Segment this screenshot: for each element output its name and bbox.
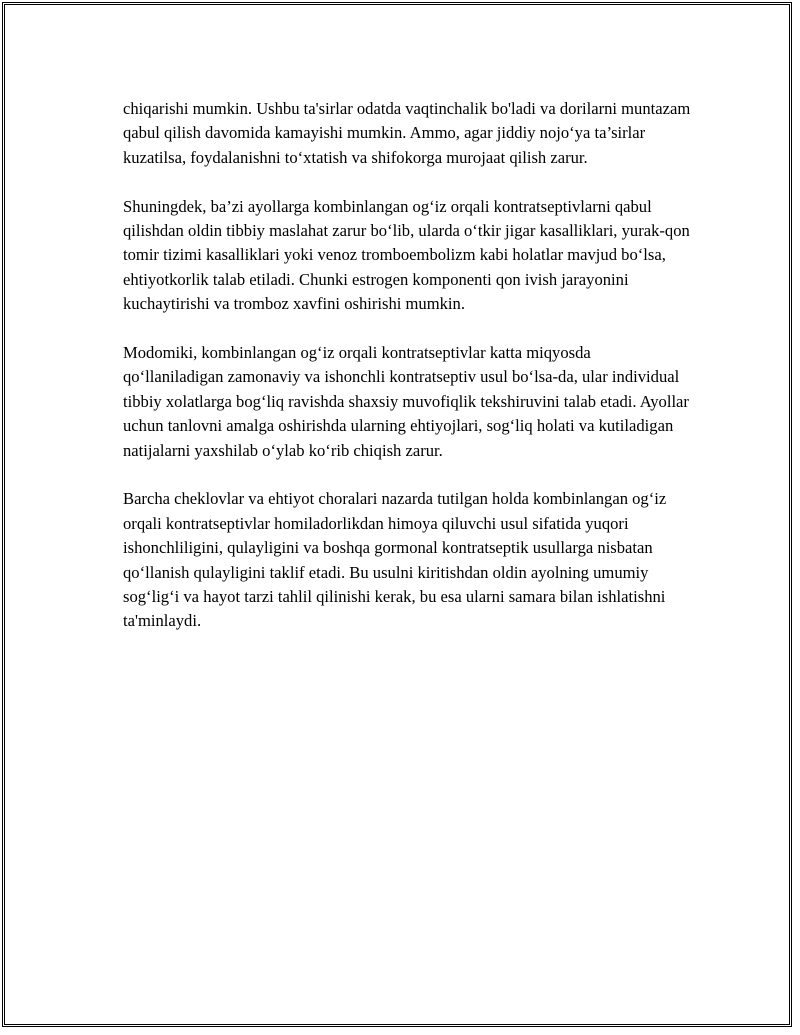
paragraph-1: chiqarishi mumkin. Ushbu ta'sirlar odatda vaqtinchalik bo'ladi va dorilarni muntazam qabul qilish davomida kamayishi mumkin. Ammo, agar jiddiy nojo‘ya ta’sirlar kuzatilsa, foydalanishni to‘xtatish va shifokorga murojaat qilish zarur. [123,99,691,167]
paragraph-2: Shuningdek, ba’zi ayollarga kombinlangan og‘iz orqali kontratseptivlarni qabul qilishdan oldin tibbiy maslahat zarur bo‘lib, ularda o‘tkir jigar kasalliklari, yurak-qon tomir tizimi kasalliklari yoki venoz tromboembolizm kabi holatlar mavjud bo‘lsa, ehtiyotkorlik talab etiladi. Chunki estrogen komponenti qon ivish jarayonini kuchaytirishi va tromboz xavfini oshirishi mumkin. [123,196,690,314]
page-body [123,97,695,658]
paragraph-4: Barcha cheklovlar va ehtiyot choralari nazarda tutilgan holda kombinlangan og‘iz orqali kontratseptivlar homiladorlikdan himoya qiluvchi usul sifatida yuqori ishonchliligini, qulayligini va boshqa gormonal kontratseptik usullarga nisbatan qo‘llanish qulayligini taklif etadi. Bu usulni kiritishdan oldin ayolning umumiy sog‘lig‘i va hayot tarzi tahlil qilinishi kerak, bu esa ularni samara bilan ishlatishni ta'minlaydi. [123,489,667,631]
page-frame [2,2,792,1027]
paragraph-3: Modomiki, kombinlangan og‘iz orqali kontratseptivlar katta miqyosda qo‘llaniladigan zamonaviy va ishonchli kontratseptiv usul bo‘lsa-da, ular individual tibbiy xolatlarga bog‘liq ravishda shaxsiy muvofiqlik tekshiruvini talab etadi. Ayollar uchun tanlovni amalga oshirishda ularning ehtiyojlari, sog‘liq holati va kutiladigan natijalarni yaxshilab o‘ylab ko‘rib chiqish zarur. [123,343,689,460]
